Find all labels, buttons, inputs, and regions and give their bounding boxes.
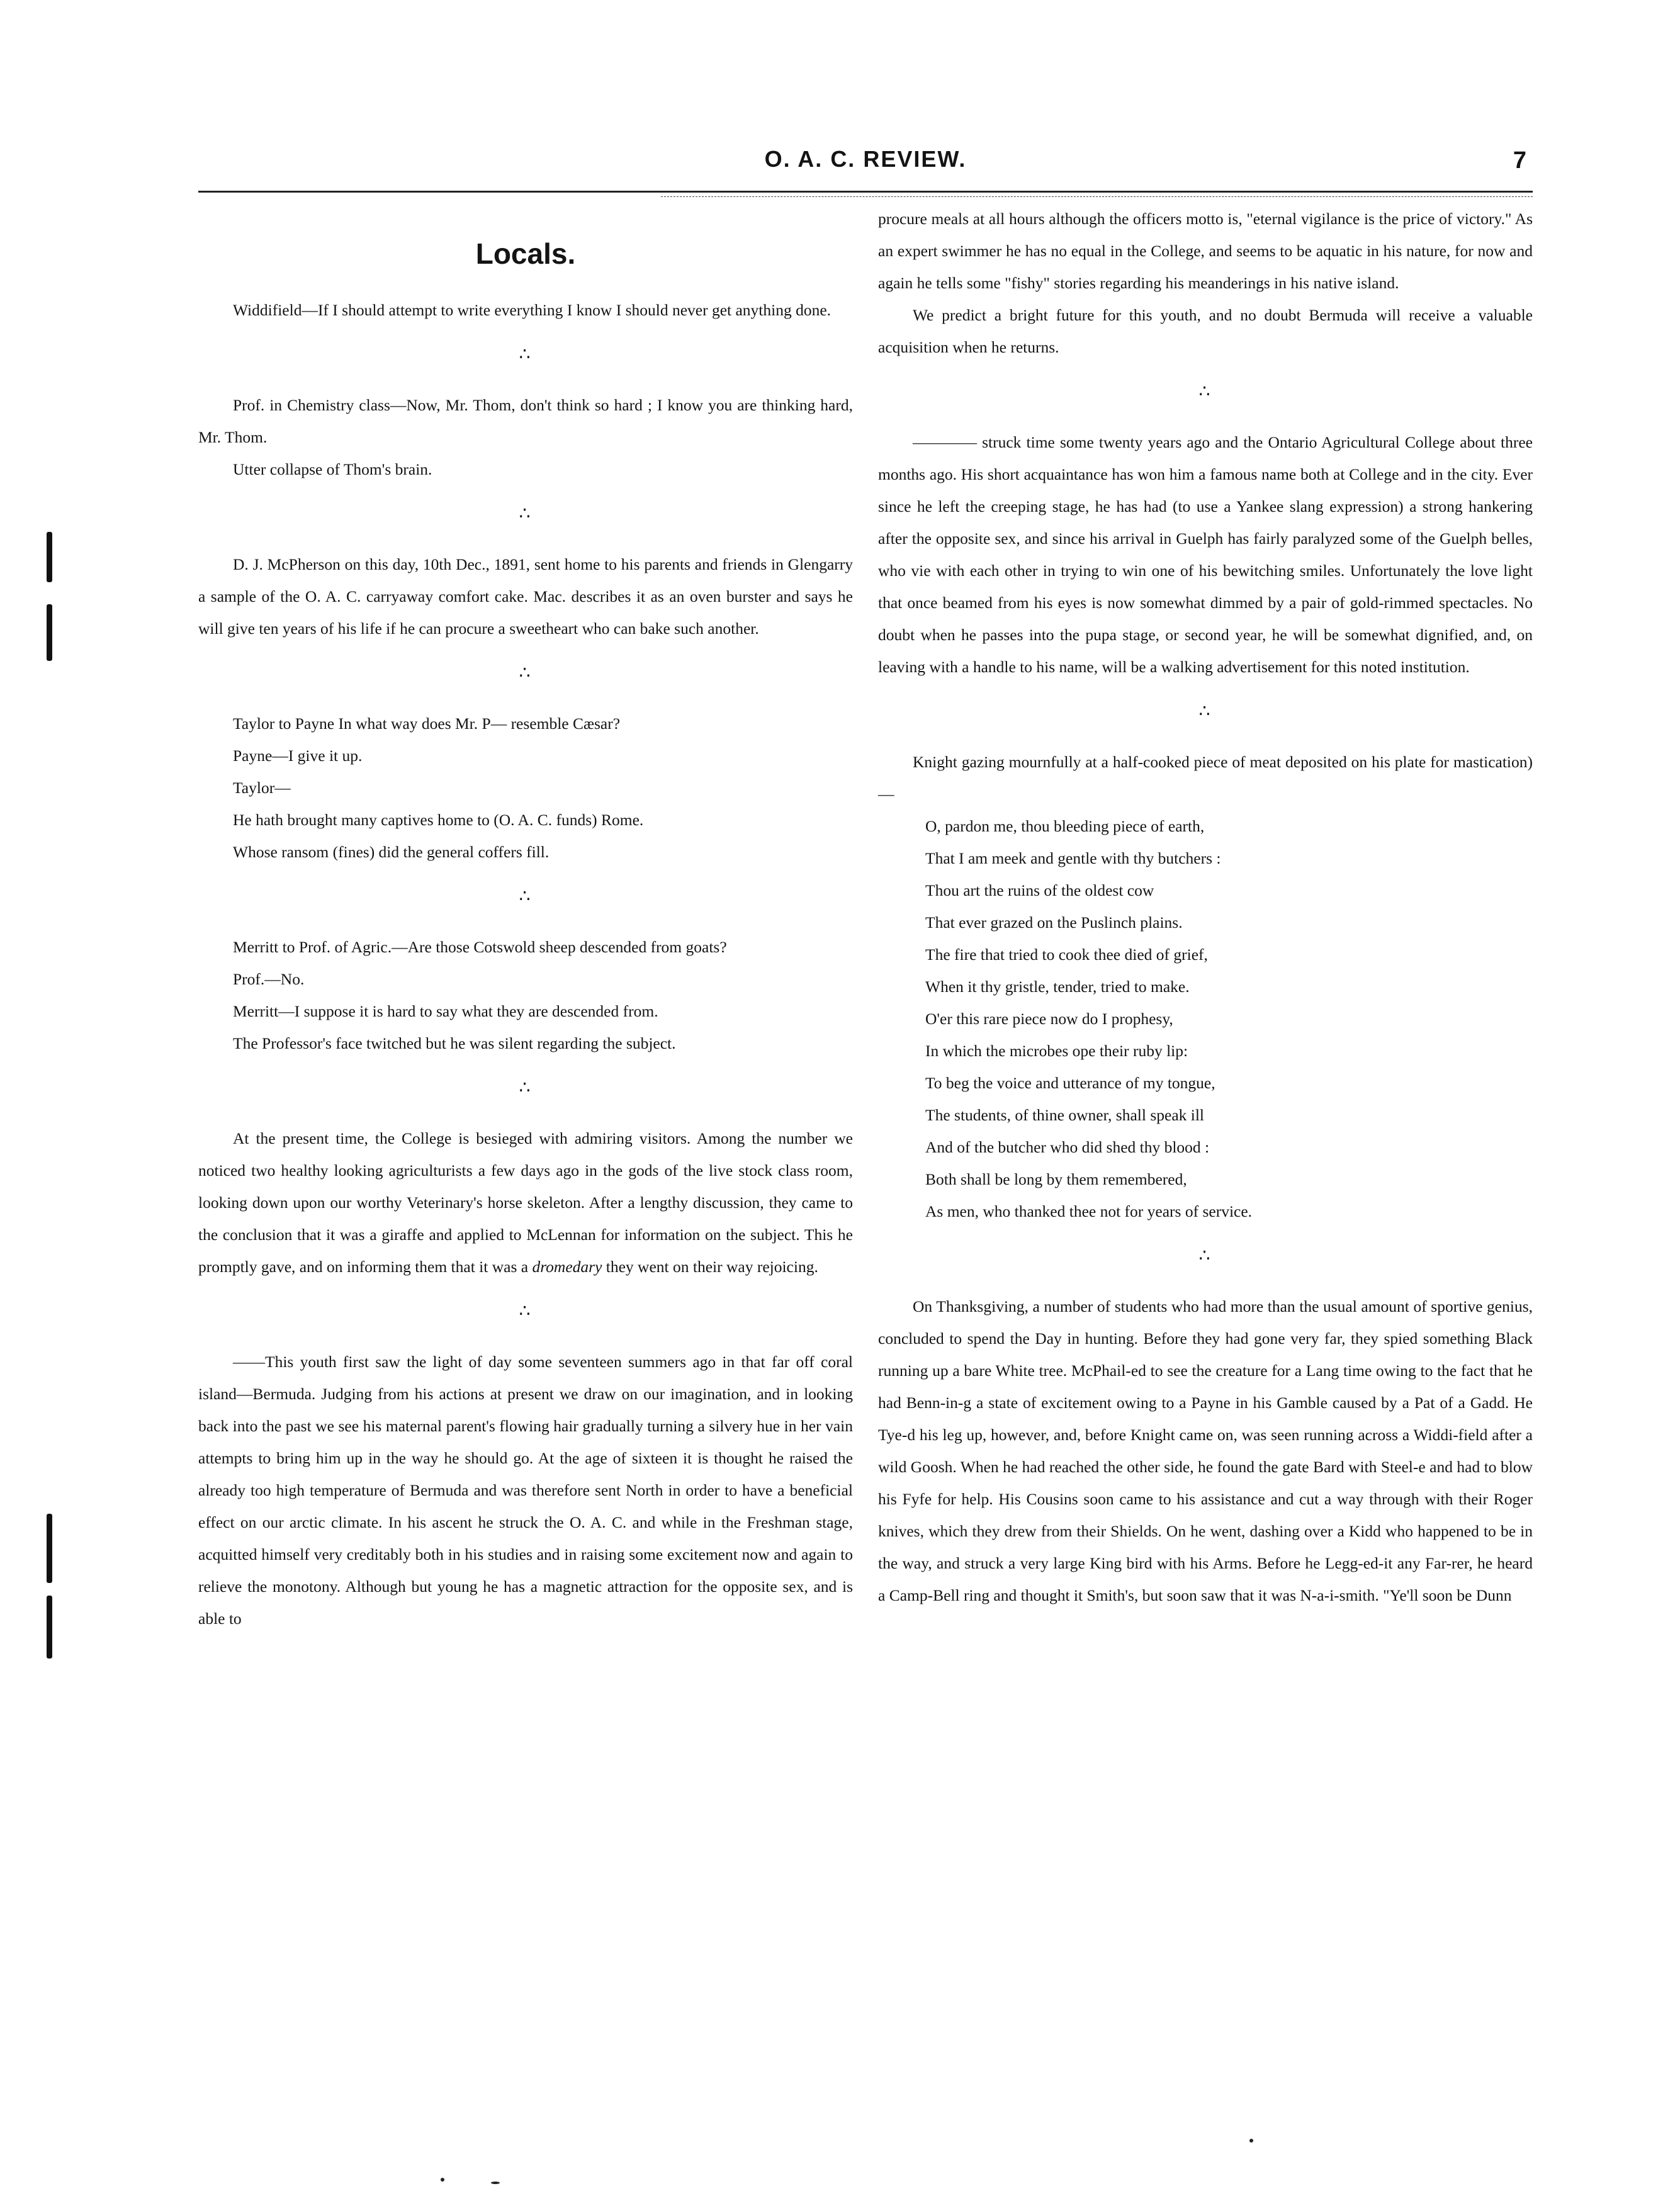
poem-line: That I am meek and gentle with thy butchers :	[925, 849, 1221, 867]
journal-title: O. A. C. REVIEW.	[764, 146, 967, 172]
paragraph: On Thanksgiving, a number of students who had more than the usual amount of sportive genius, concluded to spend the Day in hunting. Before they had gone very far, they spied something Black running up a bare White tree. McPhail-ed to see the creature for a Lang time owing to the fact that he had Benn-in-g a state of excitement owing to a Payne in his Gamble caused by a Pat of a Gadd. He Tye-d his leg up, however, and, before Knight came on, was seen running across a Widdi-field after a wild Goosh. When he had reached the other side, he found the gate Bard with Steel-e and had to blow his Fyfe for help. His Cousins soon came to his assistance and cut a way through with their Roger knives, which they drew from their Shields. On he went, dashing over a Kidd who happened to be in the way, and struck a very large King bird with his Arms. Before he Legg-ed-it any Far-rer, he heard a Camp-Bell ring and thought it Smith's, but soon saw that it was N-a-i-smith. "Ye'll soon be Dunn	[878, 1297, 1533, 1604]
paragraph: He hath brought many captives home to (O. A. C. funds) Rome.	[233, 811, 644, 829]
poem-line: As men, who thanked thee not for years of service.	[925, 1202, 1253, 1220]
poem-line: To beg the voice and utterance of my tongue,	[925, 1074, 1215, 1092]
separator-dots: ∴	[519, 504, 533, 524]
scan-speck	[491, 2182, 500, 2184]
poem-line: When it thy gristle, tender, tried to make.	[925, 977, 1190, 996]
separator-dots: ∴	[519, 663, 533, 683]
margin-mark	[47, 1596, 52, 1659]
paragraph-text: At the present time, the College is besieged with admiring visitors. Among the number we noticed two healthy looking agriculturists a few days ago in the gods of the live stock class room, looking down upon our worthy Veterinary's horse skeleton. After a lengthy discussion, they came to the conclusion that it was a giraffe and applied to McLennan for information on the subject. This he promptly gave, and on informing them that it was a	[198, 1129, 853, 1276]
paragraph: Payne—I give it up.	[233, 746, 363, 765]
poem-line: O'er this rare piece now do I prophesy,	[925, 1010, 1173, 1028]
poem-line: The students, of thine owner, shall speak ill	[925, 1106, 1205, 1124]
right-column	[878, 203, 1533, 1611]
paragraph: Taylor—	[233, 779, 291, 797]
separator-dots: ∴	[1198, 382, 1212, 402]
paragraph: Knight gazing mournfully at a half-cooked piece of meat deposited on his plate for mastication)—	[878, 753, 1533, 803]
paragraph: ——This youth first saw the light of day some seventeen summers ago in that far off coral island—Bermuda. Judging from his actions at present we draw on our imagination, and in looking back into the past we see his maternal parent's flowing hair gradually turning a silvery hue in her vain attempts to bring him up in the way he should go. At the age of sixteen it is thought he raised the already too high temperature of Bermuda and was therefore sent North in order to have a beneficial effect on our arctic climate. In his ascent he struck the O. A. C. and while in the Freshman stage, acquitted himself very creditably both in his studies and in raising some excitement now and again to relieve the monotony. Although but young he has a magnetic attraction for the opposite sex, and is able to	[198, 1353, 853, 1628]
separator-dots: ∴	[519, 1078, 533, 1098]
page-header	[198, 146, 1533, 184]
paragraph: procure meals at all hours although the officers motto is, "eternal vigilance is the price of victory." As an expert swimmer he has no equal in the College, and seems to be aquatic in his nature, for now and again he tells some "fishy" stories regarding his meanderings in his native island.	[878, 210, 1533, 292]
paragraph: Merritt—I suppose it is hard to say what they are descended from.	[233, 1002, 658, 1020]
separator-dots: ∴	[519, 887, 533, 906]
separator-dots: ∴	[1198, 702, 1212, 721]
paragraph-text: they went on their way rejoicing.	[606, 1258, 818, 1276]
paragraph	[198, 1122, 853, 1283]
paragraph: Widdifield—If I should attempt to write everything I know I should never get anything done.	[233, 301, 832, 319]
section-title: Locals.	[475, 237, 576, 270]
paragraph: ———— struck time some twenty years ago and the Ontario Agricultural College about three months ago. His short acquaintance has won him a famous name both at College and in the city. Ever since he left the creeping stage, he has had (to use a Yankee slang expression) a strong hankering after the opposite sex, and since his arrival in Guelph has fairly paralyzed some of the Guelph belles, who vie with each other in trying to win one of his bewitching smiles. Unfortunately the love light that once beamed from his eyes is now somewhat dimmed by a pair of gold-rimmed spectacles. No doubt when he passes into the pupa stage, or second year, he will be somewhat dignified, and, on leaving with a handle to his name, will be a walking advertisement for this noted institution.	[878, 433, 1533, 676]
left-column	[198, 223, 853, 1635]
paragraph: Prof. in Chemistry class—Now, Mr. Thom, don't think so hard ; I know you are thinking hard, Mr. Thom.	[198, 396, 853, 446]
paragraph: Taylor to Payne In what way does Mr. P— resemble Cæsar?	[233, 714, 621, 733]
header-rule	[198, 191, 1533, 193]
poem-line: That ever grazed on the Puslinch plains.	[925, 913, 1183, 932]
scan-speck	[441, 2178, 444, 2182]
separator-dots: ∴	[519, 1302, 533, 1321]
poem-line: Thou art the ruins of the oldest cow	[925, 881, 1154, 899]
poem-line: And of the butcher who did shed thy blood :	[925, 1138, 1210, 1156]
paragraph: Whose ransom (fines) did the general coffers fill.	[233, 843, 550, 861]
paragraph: We predict a bright future for this youth, and no doubt Bermuda will receive a valuable acquisition when he returns.	[878, 306, 1533, 356]
header-rule-dashed	[661, 196, 1533, 197]
poem-line: The fire that tried to cook thee died of grief,	[925, 945, 1208, 964]
page-number: 7	[1513, 147, 1526, 174]
margin-mark	[47, 604, 52, 661]
paragraph: Merritt to Prof. of Agric.—Are those Cotswold sheep descended from goats?	[233, 938, 727, 956]
separator-dots: ∴	[1198, 1246, 1212, 1266]
paragraph: Utter collapse of Thom's brain.	[233, 460, 432, 478]
poem-line: O, pardon me, thou bleeding piece of earth,	[925, 817, 1205, 835]
margin-mark	[47, 1514, 52, 1583]
italic-word: dromedary	[532, 1258, 602, 1276]
margin-mark	[47, 532, 52, 582]
poem-line: Both shall be long by them remembered,	[925, 1170, 1187, 1188]
scan-speck	[1249, 2139, 1253, 2143]
paragraph: D. J. McPherson on this day, 10th Dec., 1891, sent home to his parents and friends in Glengarry a sample of the O. A. C. carryaway comfort cake. Mac. describes it as an oven burster and says he will give ten years of his life if he can procure a sweetheart who can bake such another.	[198, 555, 853, 638]
paragraph: Prof.—No.	[233, 970, 305, 988]
separator-dots: ∴	[519, 345, 533, 364]
paragraph: The Professor's face twitched but he was silent regarding the subject.	[233, 1034, 676, 1052]
poem-line: In which the microbes ope their ruby lip:	[925, 1042, 1188, 1060]
poem	[878, 810, 1533, 1227]
